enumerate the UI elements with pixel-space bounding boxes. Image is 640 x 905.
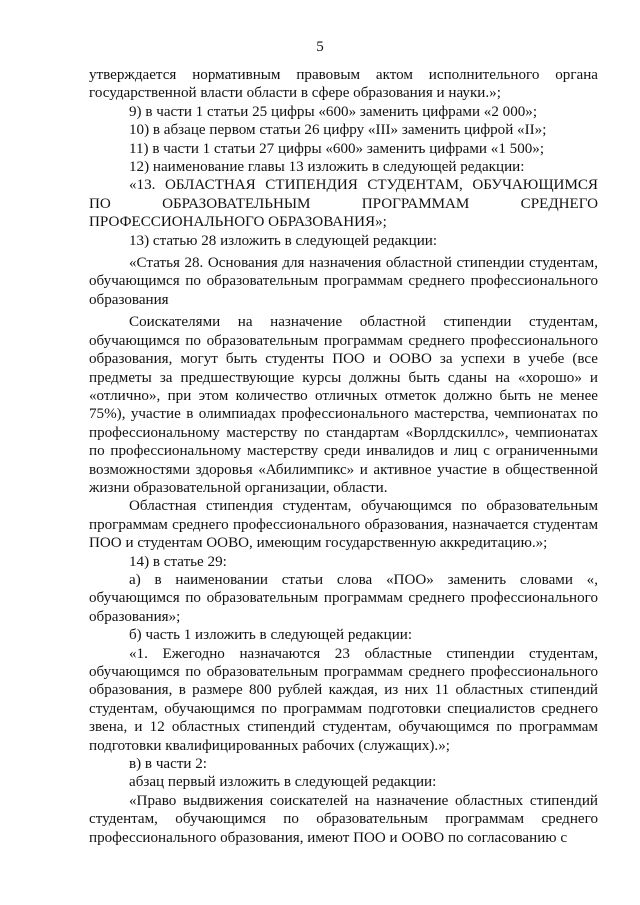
paragraph: Областная стипендия студентам, обучающимся по образовательным программам среднего профессионального образования, назначается студентам ПОО и студентам ООВО, имеющим государственную аккредитацию.»; (89, 498, 598, 552)
paragraph: в) в части 2: (129, 756, 208, 773)
page-number: 5 (316, 39, 324, 55)
paragraph: «Статья 28. Основания для назначения областной стипендии студентам, обучающимся по образовательным программам среднего профессионального образования (89, 255, 598, 308)
paragraph: утверждается нормативным правовым актом исполнительного органа государственной власти области в сфере образования и науки.»; (89, 67, 598, 102)
paragraph: «1. Ежегодно назначаются 23 областные стипендии студентам, обучающимся по образовательным программам среднего профессионального образования, в размере 800 рублей каждая, из них 11 областных стипендий студентам, обучающимся по программам подготовки специалистов среднего звена, и 12 областных стипендий студентам, обучающимся по программам подготовки квалифицированных рабочих (служащих).»; (89, 645, 598, 754)
paragraph: 10) в абзаце первом статьи 26 цифру «III» заменить цифрой «II»; (129, 122, 547, 139)
paragraph: 14) в статье 29: (129, 553, 227, 570)
paragraph: 12) наименование главы 13 изложить в следующей редакции: (129, 159, 525, 176)
paragraph: а) в наименовании статьи слова «ПОО» заменить словами «, обучающимся по образовательным программам среднего профессионального образования»; (89, 571, 598, 625)
paragraph: 9) в части 1 статьи 25 цифры «600» заменить цифрами «2 000»; (129, 103, 538, 120)
paragraph: Соискателями на назначение областной стипендии студентам, обучающимся по образовательным программам среднего профессионального образования, могут быть студенты ПОО и ООВО за успехи в учебе (все предметы за предшествующие курсы должны быть сданы на «хорошо» и «отлично», при этом количество отличных отметок должно быть не менее 75%), участие в олимпиадах профессионального мастерства, чемпионатах по профессиональному мастерству по стандартам «Ворлдскиллс», чемпионатах по профессиональному мастерству среди инвалидов и лиц с ограниченными возможностями здоровья «Абилимпикс» и активное участие в общественной жизни образовательной организации, области. (89, 314, 598, 496)
paragraph: 13) статью 28 изложить в следующей редакции: (129, 232, 438, 249)
paragraph: 11) в части 1 статьи 27 цифры «600» заменить цифрами «1 500»; (129, 140, 545, 157)
paragraph: б) часть 1 изложить в следующей редакции: (129, 627, 413, 644)
document-body (89, 66, 598, 847)
paragraph: «13. ОБЛАСТНАЯ СТИПЕНДИЯ СТУДЕНТАМ, ОБУЧАЮЩИМСЯ ПО ОБРАЗОВАТЕЛЬНЫМ ПРОГРАММАМ СРЕДНЕГО ПРОФЕССИОНАЛЬНОГО ОБРАЗОВАНИЯ»; (89, 177, 598, 231)
paragraph: «Право выдвижения соискателей на назначение областных стипендий студентам, обучающимся по образовательным программам среднего профессионального образования, имеют ПОО и ООВО по согласованию с (89, 792, 598, 846)
paragraph: абзац первый изложить в следующей редакции: (129, 774, 437, 791)
